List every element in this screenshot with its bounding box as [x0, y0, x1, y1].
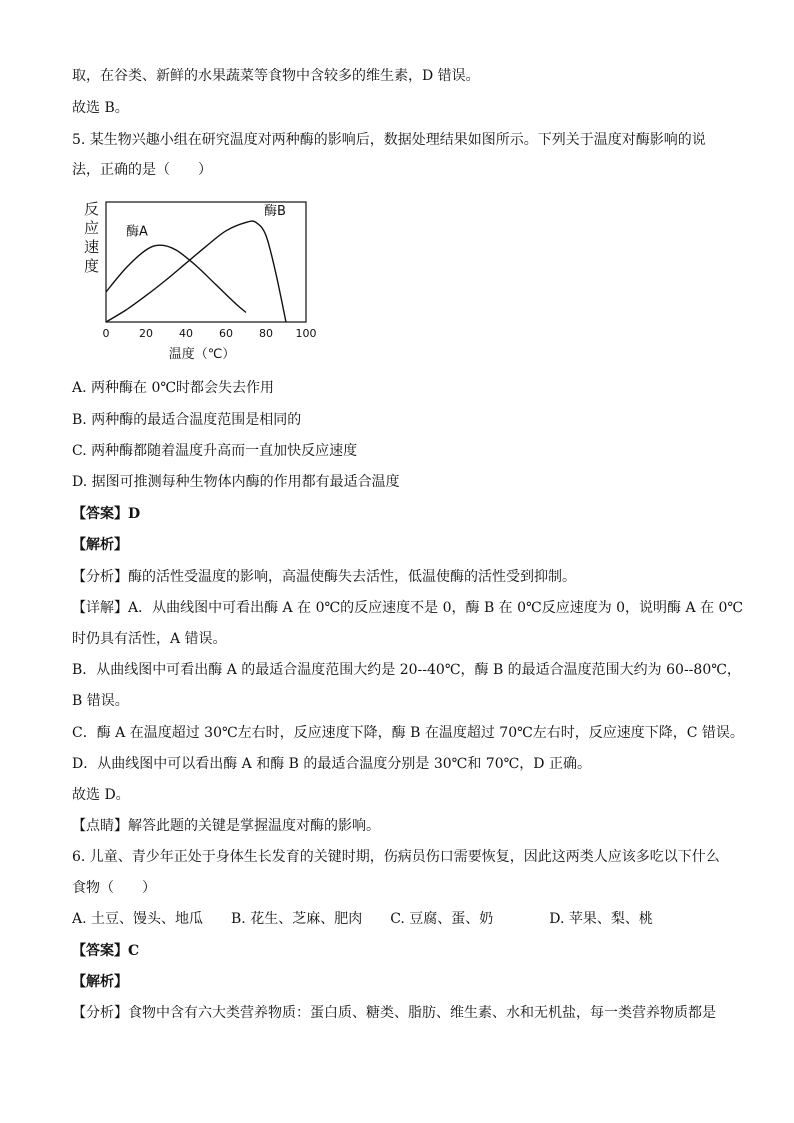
x-tick-label-100: 100: [295, 327, 317, 340]
question-6-options: A. 土豆、馒头、地瓜 B. 花生、芝麻、肥肉 C. 豆腐、蛋、奶 D. 苹果、梨、桃: [72, 911, 653, 927]
question-6-stem-cont: 食物（ ）: [72, 880, 156, 896]
choice-5: 故选 D。: [72, 787, 130, 803]
detail-5-c: C．酶 A 在温度超过 30℃左右时，反应速度下降，酶 B 在温度超过 70℃左右时，反应速度下降，C 错误。: [72, 725, 744, 741]
option-d: D. 据图可推测每种生物体内酶的作用都有最适合温度: [72, 474, 400, 490]
enzyme-temperature-chart: [72, 196, 332, 366]
analysis-5: 【分析】酶的活性受温度的影响，高温使酶失去活性，低温使酶的活性受到抑制。: [72, 569, 576, 585]
detail-5-a-cont: 时仍具有活性，A 错误。: [72, 631, 227, 647]
analysis-6: 【分析】食物中含有六大类营养物质：蛋白质、糖类、脂肪、维生素、水和无机盐，每一类营养物质都是: [72, 1005, 716, 1021]
answer-5: 【答案】D: [72, 506, 141, 522]
x-tick-label-60: 60: [219, 327, 233, 340]
question-5-stem: 5. 某生物兴趣小组在研究温度对两种酶的影响后，数据处理结果如图所示。下列关于温度对酶影响的说: [72, 132, 706, 148]
option-a: A. 两种酶在 0℃时都会失去作用: [72, 380, 275, 396]
detail-5-b-cont: B 错误。: [72, 693, 129, 709]
question-5-stem-cont: 法，正确的是（ ）: [72, 162, 212, 178]
line-1: 取，在谷类、新鲜的水果蔬菜等食物中含较多的维生素，D 错误。: [72, 68, 480, 84]
detail-5-a: 【详解】A．从曲线图中可看出酶 A 在 0℃的反应速度不是 0，酶 B 在 0℃反应速度为 0，说明酶 A 在 0℃: [72, 600, 744, 616]
question-6-stem: 6. 儿童、青少年正处于身体生长发育的关键时期，伤病员伤口需要恢复，因此这两类人应该多吃以下什么: [72, 849, 720, 865]
detail-5-d: D．从曲线图中可以看出酶 A 和酶 B 的最适合温度分别是 30℃和 70℃，D 正确。: [72, 756, 591, 772]
answer-6: 【答案】C: [72, 943, 140, 959]
key-point-5: 【点睛】解答此题的关键是掌握温度对酶的影响。: [72, 818, 380, 834]
y-axis-label-1: 反: [84, 200, 100, 218]
analysis-heading-5: 【解析】: [72, 537, 128, 553]
analysis-heading-6: 【解析】: [72, 974, 128, 990]
x-axis-label: 温度（℃）: [168, 347, 236, 362]
plot-frame: [106, 202, 306, 322]
series-label-enzyme-a: 酶A: [126, 224, 148, 240]
series-line-enzyme-a: [106, 245, 246, 312]
x-tick-label-20: 20: [139, 327, 153, 340]
detail-5-b: B．从曲线图中可看出酶 A 的最适合温度范围大约是 20--40℃，酶 B 的最适合温度范围大约为 60--80℃，: [72, 662, 741, 678]
y-axis-label-3: 速: [84, 238, 100, 256]
y-axis-label-2: 应: [84, 219, 100, 237]
x-tick-label-80: 80: [259, 327, 273, 340]
line-2: 故选 B。: [72, 100, 129, 116]
option-b: B. 两种酶的最适合温度范围是相同的: [72, 412, 302, 428]
x-tick-label-0: 0: [102, 327, 110, 340]
y-axis-label-4: 度: [84, 257, 100, 275]
option-c: C. 两种酶都随着温度升高而一直加快反应速度: [72, 443, 358, 459]
x-tick-label-40: 40: [179, 327, 193, 340]
series-label-enzyme-b: 酶B: [264, 204, 286, 220]
